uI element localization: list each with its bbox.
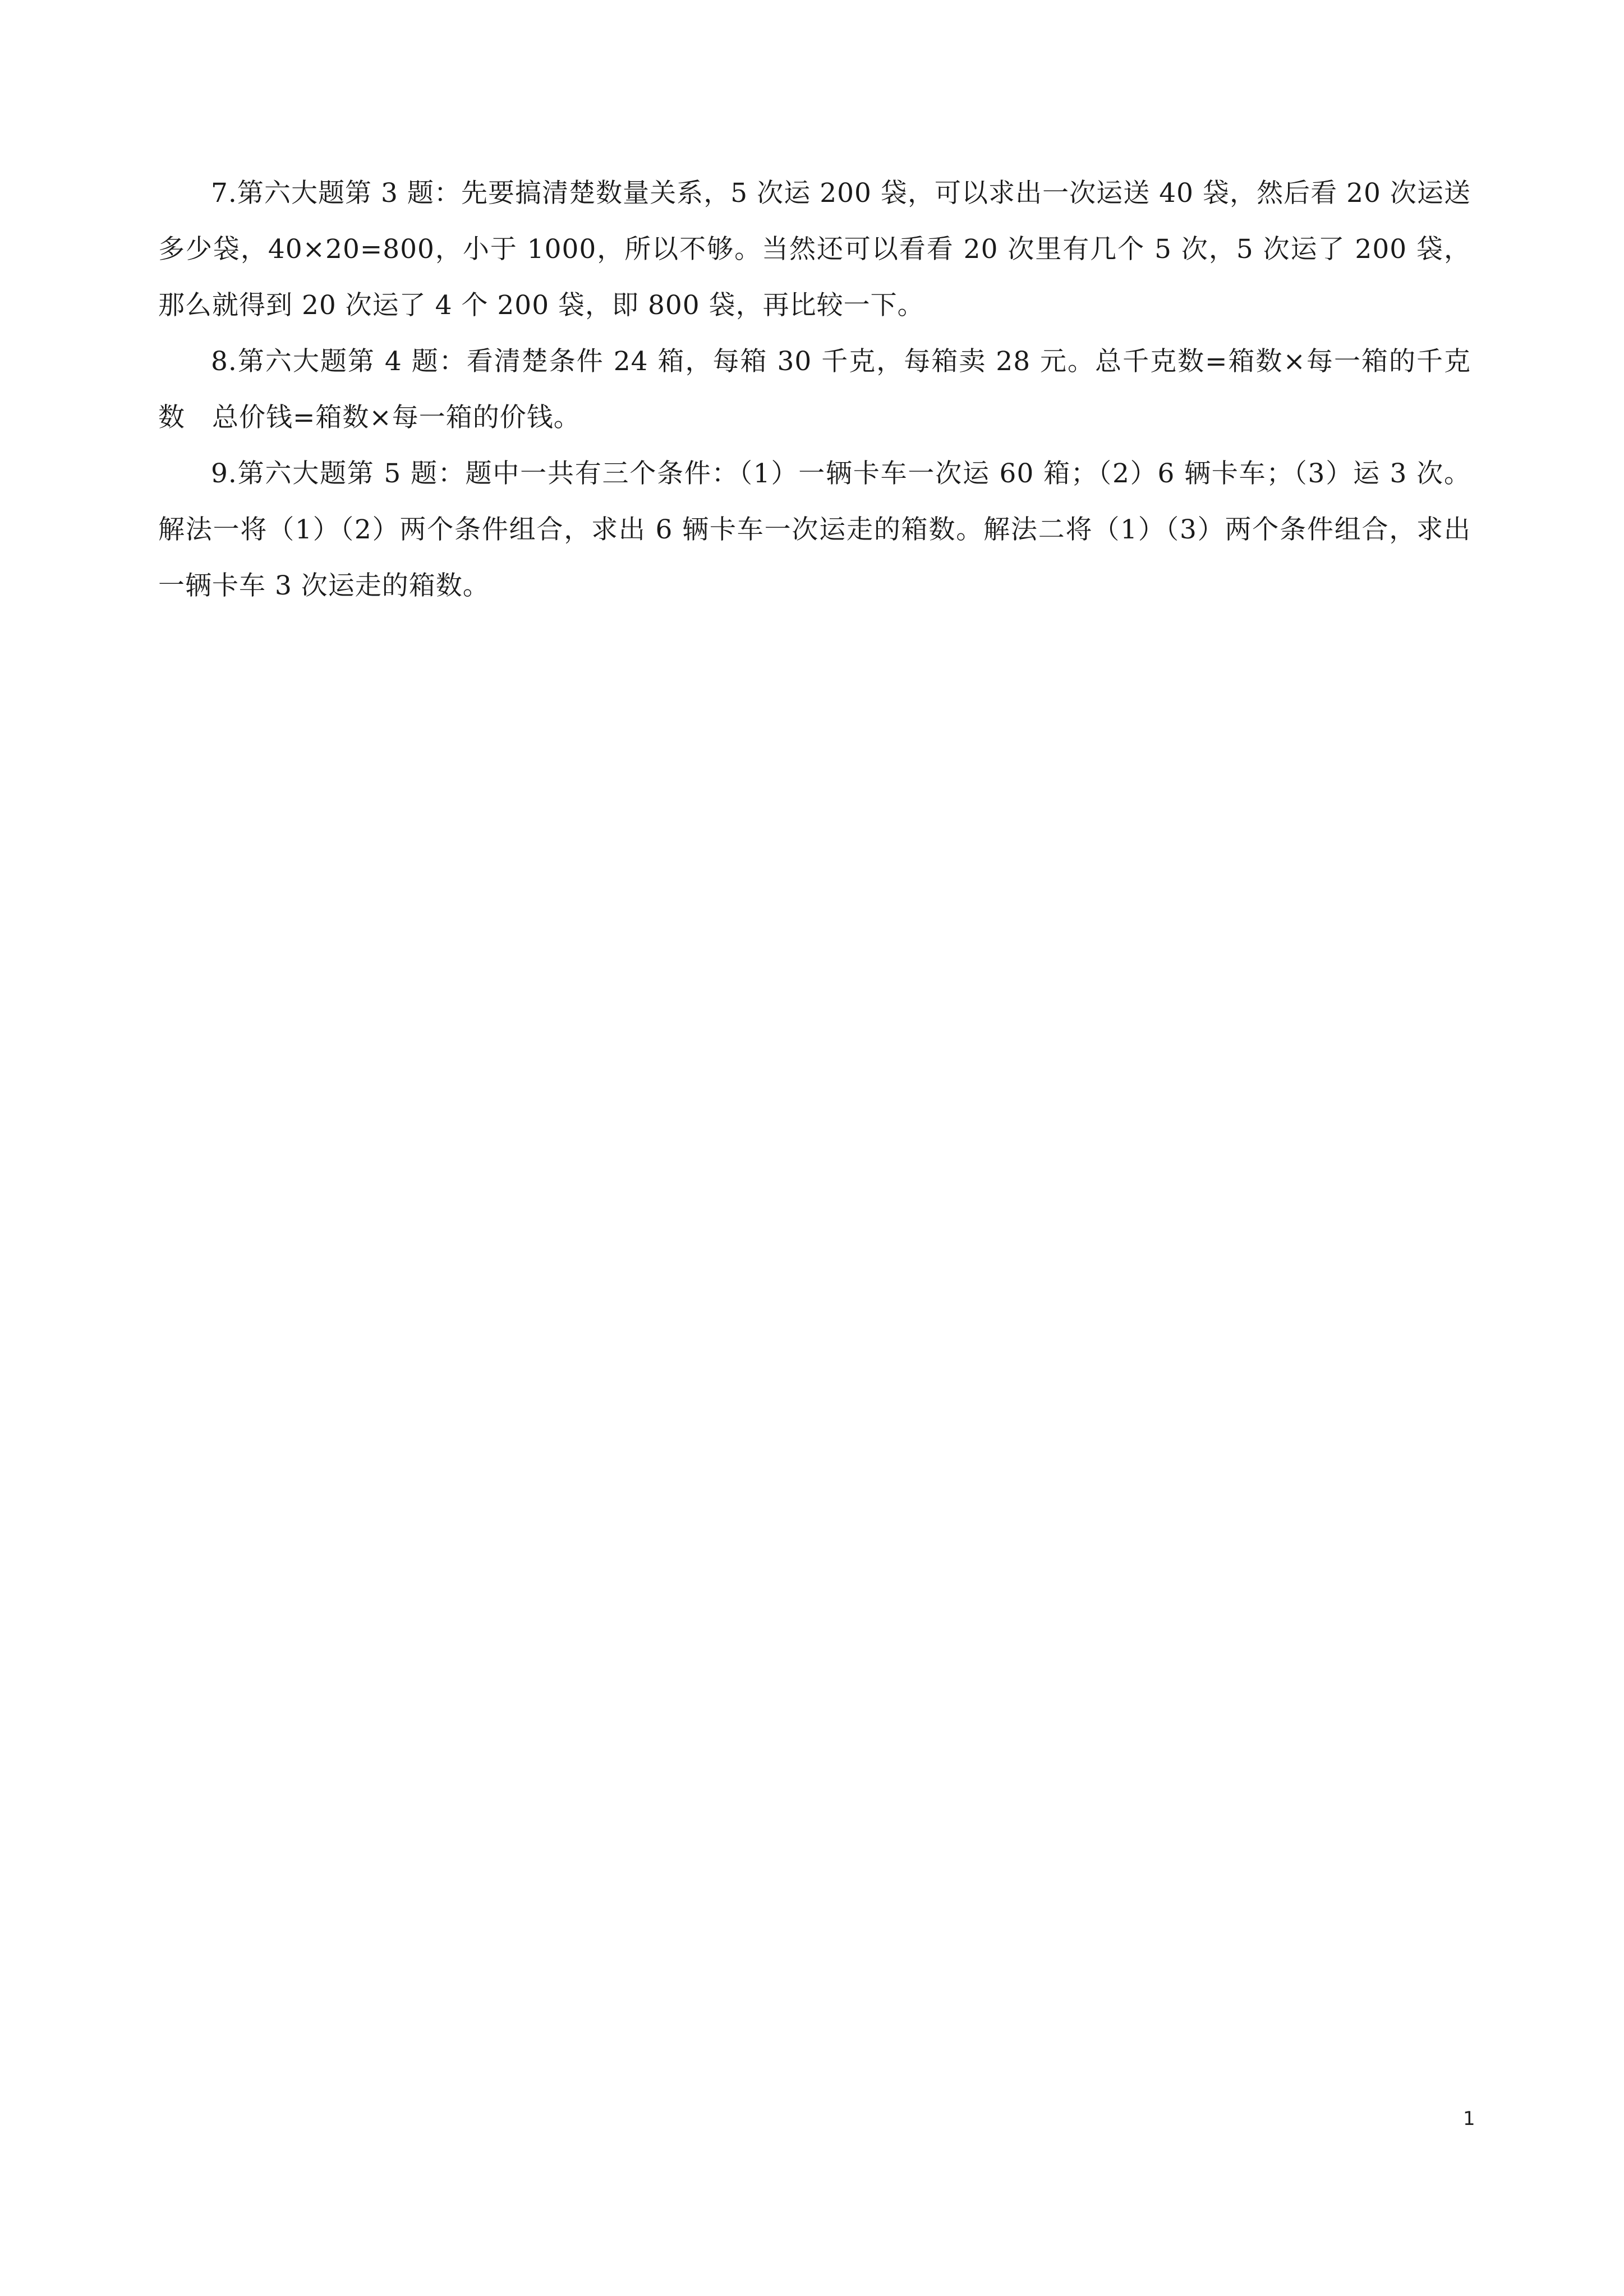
page-number: 1 [1463,2108,1475,2130]
paragraph-item-7: 7.第六大题第 3 题：先要搞清楚数量关系，5 次运 200 袋，可以求出一次运送 40 袋，然后看 20 次运送多少袋，40×20=800，小于 1000，所以不够。当然还可以看看 20 次里有几个 5 次，5 次运了 200 袋，那么就得到 20 次运了 4 个 200 袋，即 800 袋，再比较一下。 [158,178,1471,321]
paragraph-item-9: 9.第六大题第 5 题：题中一共有三个条件：（1）一辆卡车一次运 60 箱；（2）6 辆卡车；（3）运 3 次。解法一将（1）（2）两个条件组合，求出 6 辆卡车一次运走的箱数。解法二将（1）（3）两个条件组合，求出一辆卡车 3 次运走的箱数。 [158,458,1471,601]
paragraph-item-8: 8.第六大题第 4 题：看清楚条件 24 箱，每箱 30 千克，每箱卖 28 元。总千克数=箱数×每一箱的千克数 总价钱=箱数×每一箱的价钱。 [158,346,1471,433]
document-body [158,165,1471,614]
